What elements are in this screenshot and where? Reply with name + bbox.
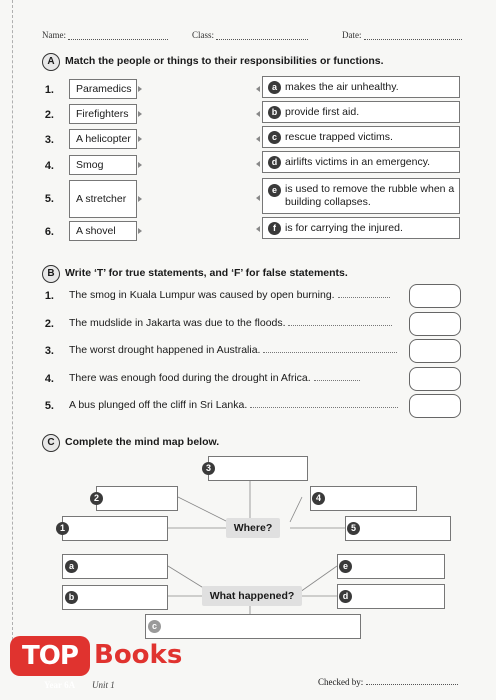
section-c-title: Complete the mind map below.: [65, 436, 220, 448]
statement-num: 2.: [44, 318, 54, 330]
statement-num: 5.: [44, 400, 54, 412]
level-label: Year 6A: [44, 680, 76, 690]
section-b-title: Write ‘T’ for true statements, and ‘F’ for false statements.: [65, 267, 348, 279]
hub-where: Where?: [226, 518, 280, 538]
section-b-badge: B: [42, 265, 60, 283]
letter-a-icon: a: [65, 560, 78, 573]
number-4-icon: 4: [312, 492, 325, 505]
letter-d-icon: d: [268, 156, 281, 169]
letter-e-icon: e: [339, 560, 352, 573]
left-item-paramedics[interactable]: Paramedics: [69, 79, 137, 99]
statement-num: 1.: [44, 290, 54, 302]
checked-by-label: Checked by:: [318, 677, 364, 687]
where-box-2[interactable]: [96, 486, 178, 511]
right-item-text: provide first aid.: [285, 105, 360, 118]
letter-e-icon: e: [268, 184, 281, 197]
checked-by-line[interactable]: [366, 684, 458, 685]
what-box-c[interactable]: [145, 614, 361, 639]
number-2-icon: 2: [90, 492, 103, 505]
statement-num: 4.: [44, 373, 54, 385]
left-item-smog[interactable]: Smog: [69, 155, 137, 175]
topbooks-logo-text: Books: [94, 640, 183, 670]
left-item-num: 1.: [44, 84, 54, 96]
where-box-5[interactable]: [345, 516, 451, 541]
what-box-d[interactable]: [337, 584, 445, 609]
left-item-num: 2.: [44, 109, 54, 121]
hub-what-happened: What happened?: [202, 586, 302, 606]
letter-b-icon: b: [65, 591, 78, 604]
right-item-text: makes the air unhealthy.: [285, 80, 399, 93]
letter-b-icon: b: [268, 106, 281, 119]
letter-c-icon: c: [268, 131, 281, 144]
statement-text: A bus plunged off the cliff in Sri Lanka.: [69, 399, 248, 411]
letter-c-icon: c: [148, 620, 161, 633]
section-a-title: Match the people or things to their responsibilities or functions.: [65, 55, 384, 67]
number-5-icon: 5: [347, 522, 360, 535]
name-label: Name:: [42, 30, 66, 40]
right-item-text: rescue trapped victims.: [285, 130, 393, 143]
section-a-badge: A: [42, 53, 60, 71]
letter-d-icon: d: [339, 590, 352, 603]
left-item-firefighters[interactable]: Firefighters: [69, 104, 137, 124]
letter-f-icon: f: [268, 222, 281, 235]
where-box-3[interactable]: [208, 456, 308, 481]
left-item-shovel[interactable]: A shovel: [69, 221, 137, 241]
left-item-num: 5.: [44, 193, 54, 205]
statement-text: There was enough food during the drought in Africa.: [69, 372, 311, 384]
number-3-icon: 3: [202, 462, 215, 475]
left-item-num: 3.: [44, 134, 54, 146]
statement-num: 3.: [44, 345, 54, 357]
left-item-num: 6.: [44, 226, 54, 238]
statement-text: The worst drought happened in Australia.: [69, 344, 261, 356]
left-item-num: 4.: [44, 160, 54, 172]
left-item-helicopter[interactable]: A helicopter: [69, 129, 137, 149]
topbooks-logo: TOP: [10, 636, 90, 676]
statement-text: The mudslide in Jakarta was due to the floods.: [69, 317, 286, 329]
what-box-e[interactable]: [337, 554, 445, 579]
section-c-badge: C: [42, 434, 60, 452]
statement-text: The smog in Kuala Lumpur was caused by open burning.: [69, 289, 335, 301]
left-item-stretcher[interactable]: A stretcher: [69, 180, 137, 218]
number-1-icon: 1: [56, 522, 69, 535]
where-box-1[interactable]: [62, 516, 168, 541]
right-item-text: is for carrying the injured.: [285, 221, 403, 234]
where-box-4[interactable]: [310, 486, 417, 511]
letter-a-icon: a: [268, 81, 281, 94]
right-item-text: airlifts victims in an emergency.: [285, 155, 431, 168]
class-label: Class:: [192, 30, 215, 40]
right-item-text: is used to remove the rubble when a building collapses.: [285, 183, 455, 208]
date-label: Date:: [342, 30, 362, 40]
unit-label: Unit 1: [92, 680, 115, 690]
checked-by-field[interactable]: [318, 677, 458, 687]
